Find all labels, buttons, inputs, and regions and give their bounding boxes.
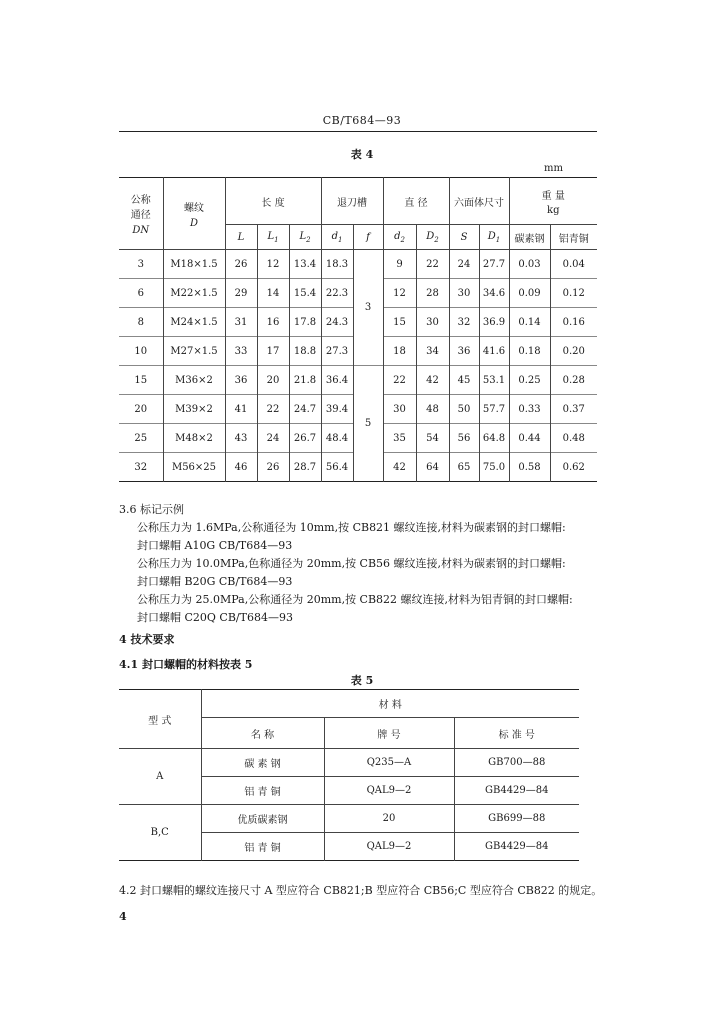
- cell-l2: 13.4: [289, 250, 321, 279]
- header-name: 名 称: [201, 718, 324, 749]
- cell-name: 铝 青 铜: [201, 777, 324, 805]
- cell-d2: 42: [383, 453, 416, 482]
- cell-grade: QAL9—2: [324, 777, 454, 805]
- cell-s: 50: [449, 395, 479, 424]
- cell-d1: 36.4: [321, 366, 353, 395]
- cell-d2: 42: [416, 366, 449, 395]
- cell-standard: GB4429—84: [454, 833, 579, 861]
- cell-bronze: 0.62: [550, 453, 597, 482]
- cell-bronze: 0.48: [550, 424, 597, 453]
- cell-s: 56: [449, 424, 479, 453]
- cell-l2: 21.8: [289, 366, 321, 395]
- cell-d2: 22: [383, 366, 416, 395]
- table-row: [119, 366, 597, 395]
- header-diameter: 直 径: [383, 178, 449, 225]
- header-type: 型 式: [148, 715, 172, 727]
- cell-f: 5: [353, 366, 383, 482]
- cell-l2: 18.8: [289, 337, 321, 366]
- cell-dn: 20: [119, 395, 163, 424]
- cell-grade: Q235—A: [324, 749, 454, 777]
- cell-l: 43: [225, 424, 257, 453]
- cell-grade: QAL9—2: [324, 833, 454, 861]
- cell-d2: 34: [416, 337, 449, 366]
- marking-example-line: 封口螺帽 A10G CB/T684—93: [137, 539, 293, 552]
- cell-name: 碳 素 钢: [201, 749, 324, 777]
- cell-carbon: 0.33: [509, 395, 550, 424]
- cell-carbon: 0.09: [509, 279, 550, 308]
- cell-d2: 22: [416, 250, 449, 279]
- cell-dn: 8: [119, 308, 163, 337]
- marking-example-line: 封口螺帽 C20Q CB/T684—93: [137, 611, 293, 624]
- cell-f: 3: [353, 250, 383, 366]
- sub-D1: $D_1$: [479, 225, 509, 250]
- marking-example-line: 公称压力为 1.6MPa,公称通径为 10mm,按 CB821 螺纹连接,材料为碳素钢的封口螺帽:: [137, 521, 566, 534]
- cell-d1: 34.6: [479, 279, 509, 308]
- section-4-2: 4.2 封口螺帽的螺纹连接尺寸 A 型应符合 CB821;B 型应符合 CB56;C 型应符合 CB822 的规定。: [119, 884, 603, 897]
- marking-example-line: 封口螺帽 B20G CB/T684—93: [137, 575, 293, 588]
- cell-d1: 56.4: [321, 453, 353, 482]
- cell-l2: 15.4: [289, 279, 321, 308]
- cell-d2: 15: [383, 308, 416, 337]
- header-grade: 牌 号: [324, 718, 454, 749]
- cell-s: 36: [449, 337, 479, 366]
- cell-standard: GB700—88: [454, 749, 579, 777]
- header-length: 长 度: [225, 178, 321, 225]
- cell-dn: 25: [119, 424, 163, 453]
- cell-name: 铝 青 铜: [201, 833, 324, 861]
- table-row: [119, 250, 597, 279]
- cell-d1: 27.7: [479, 250, 509, 279]
- cell-s: 24: [449, 250, 479, 279]
- cell-d1: 53.1: [479, 366, 509, 395]
- header-weight: 重 量 kg: [509, 178, 597, 225]
- cell-l: 36: [225, 366, 257, 395]
- cell-d1: 48.4: [321, 424, 353, 453]
- sub-d2: $d_2$: [383, 225, 416, 250]
- cell-dn: 10: [119, 337, 163, 366]
- cell-dn: 3: [119, 250, 163, 279]
- cell-l2: 28.7: [289, 453, 321, 482]
- cell-d1: 27.3: [321, 337, 353, 366]
- table-row: [119, 805, 579, 833]
- cell-carbon: 0.44: [509, 424, 550, 453]
- cell-carbon: 0.25: [509, 366, 550, 395]
- header-material: 材 料: [201, 690, 579, 718]
- cell-type: B,C: [119, 805, 201, 861]
- cell-d1: 41.6: [479, 337, 509, 366]
- cell-d2: 30: [383, 395, 416, 424]
- header-groove: 退刀槽: [321, 178, 383, 225]
- document-header: CB/T684—93: [322, 114, 402, 127]
- cell-d1: 18.3: [321, 250, 353, 279]
- cell-carbon: 0.18: [509, 337, 550, 366]
- cell-l: 29: [225, 279, 257, 308]
- cell-grade: 20: [324, 805, 454, 833]
- cell-d2: 64: [416, 453, 449, 482]
- cell-s: 45: [449, 366, 479, 395]
- cell-type: A: [119, 749, 201, 805]
- sub-L: L: [225, 225, 257, 250]
- cell-l2: 24.7: [289, 395, 321, 424]
- sub-L1: $L_1$: [257, 225, 289, 250]
- cell-bronze: 0.20: [550, 337, 597, 366]
- cell-l1: 12: [257, 250, 289, 279]
- cell-l1: 14: [257, 279, 289, 308]
- cell-l1: 26: [257, 453, 289, 482]
- cell-dn: 6: [119, 279, 163, 308]
- cell-d2: 9: [383, 250, 416, 279]
- cell-bronze: 0.16: [550, 308, 597, 337]
- cell-bronze: 0.04: [550, 250, 597, 279]
- sub-D2: $D_2$: [416, 225, 449, 250]
- sub-d1: $d_1$: [321, 225, 353, 250]
- cell-carbon: 0.14: [509, 308, 550, 337]
- section-3-6-title: 3.6 标记示例: [119, 503, 184, 516]
- cell-thread: M27×1.5: [163, 337, 225, 366]
- cell-l1: 20: [257, 366, 289, 395]
- table-4: [119, 177, 597, 482]
- cell-bronze: 0.12: [550, 279, 597, 308]
- cell-dn: 15: [119, 366, 163, 395]
- cell-d1: 22.3: [321, 279, 353, 308]
- cell-thread: M39×2: [163, 395, 225, 424]
- cell-d2: 48: [416, 395, 449, 424]
- cell-carbon: 0.58: [509, 453, 550, 482]
- cell-d2: 35: [383, 424, 416, 453]
- cell-carbon: 0.03: [509, 250, 550, 279]
- cell-l2: 17.8: [289, 308, 321, 337]
- cell-d1: 24.3: [321, 308, 353, 337]
- cell-standard: GB699—88: [454, 805, 579, 833]
- sub-S: S: [449, 225, 479, 250]
- cell-d1: 75.0: [479, 453, 509, 482]
- cell-thread: M18×1.5: [163, 250, 225, 279]
- section-4-title: 4 技术要求: [119, 633, 175, 646]
- cell-thread: M48×2: [163, 424, 225, 453]
- cell-d1: 57.7: [479, 395, 509, 424]
- cell-l: 31: [225, 308, 257, 337]
- cell-standard: GB4429—84: [454, 777, 579, 805]
- cell-d2: 12: [383, 279, 416, 308]
- cell-d2: 54: [416, 424, 449, 453]
- cell-l1: 16: [257, 308, 289, 337]
- cell-d1: 39.4: [321, 395, 353, 424]
- cell-l2: 26.7: [289, 424, 321, 453]
- header-rule: [119, 131, 597, 132]
- header-thread: 螺纹 D: [163, 178, 225, 250]
- cell-dn: 32: [119, 453, 163, 482]
- cell-thread: M24×1.5: [163, 308, 225, 337]
- marking-example-line: 公称压力为 25.0MPa,公称通径为 20mm,按 CB822 螺纹连接,材料为铝青铜的封口螺帽:: [137, 593, 573, 606]
- cell-l1: 22: [257, 395, 289, 424]
- cell-l: 41: [225, 395, 257, 424]
- cell-l: 33: [225, 337, 257, 366]
- cell-s: 30: [449, 279, 479, 308]
- table4-caption: 表 4: [350, 148, 374, 161]
- cell-l1: 17: [257, 337, 289, 366]
- section-4-1: 4.1 封口螺帽的材料按表 5: [119, 658, 253, 671]
- cell-d1: 64.8: [479, 424, 509, 453]
- marking-example-line: 公称压力为 10.0MPa,色称通径为 20mm,按 CB56 螺纹连接,材料为碳素钢的封口螺帽:: [137, 557, 566, 570]
- sub-L2: $L_2$: [289, 225, 321, 250]
- table5-caption: 表 5: [350, 674, 374, 687]
- sub-carbon: 碳素钢: [509, 225, 550, 250]
- cell-name: 优质碳素钢: [201, 805, 324, 833]
- cell-l1: 24: [257, 424, 289, 453]
- table-5: [119, 689, 579, 861]
- cell-thread: M22×1.5: [163, 279, 225, 308]
- cell-thread: M56×25: [163, 453, 225, 482]
- cell-l: 26: [225, 250, 257, 279]
- cell-s: 65: [449, 453, 479, 482]
- page-number: 4: [119, 910, 127, 923]
- cell-d1: 36.9: [479, 308, 509, 337]
- sub-f: f: [353, 225, 383, 250]
- header-standard: 标 准 号: [454, 718, 579, 749]
- cell-d2: 28: [416, 279, 449, 308]
- cell-d2: 30: [416, 308, 449, 337]
- cell-l: 46: [225, 453, 257, 482]
- sub-bronze: 铝青铜: [550, 225, 597, 250]
- cell-bronze: 0.37: [550, 395, 597, 424]
- table-row: [119, 749, 579, 777]
- table4-unit: mm: [544, 163, 563, 174]
- cell-s: 32: [449, 308, 479, 337]
- cell-thread: M36×2: [163, 366, 225, 395]
- cell-bronze: 0.28: [550, 366, 597, 395]
- header-dn: 公称 通径 DN: [130, 195, 151, 236]
- cell-d2: 18: [383, 337, 416, 366]
- header-hex: 六面体尺寸: [449, 178, 509, 225]
